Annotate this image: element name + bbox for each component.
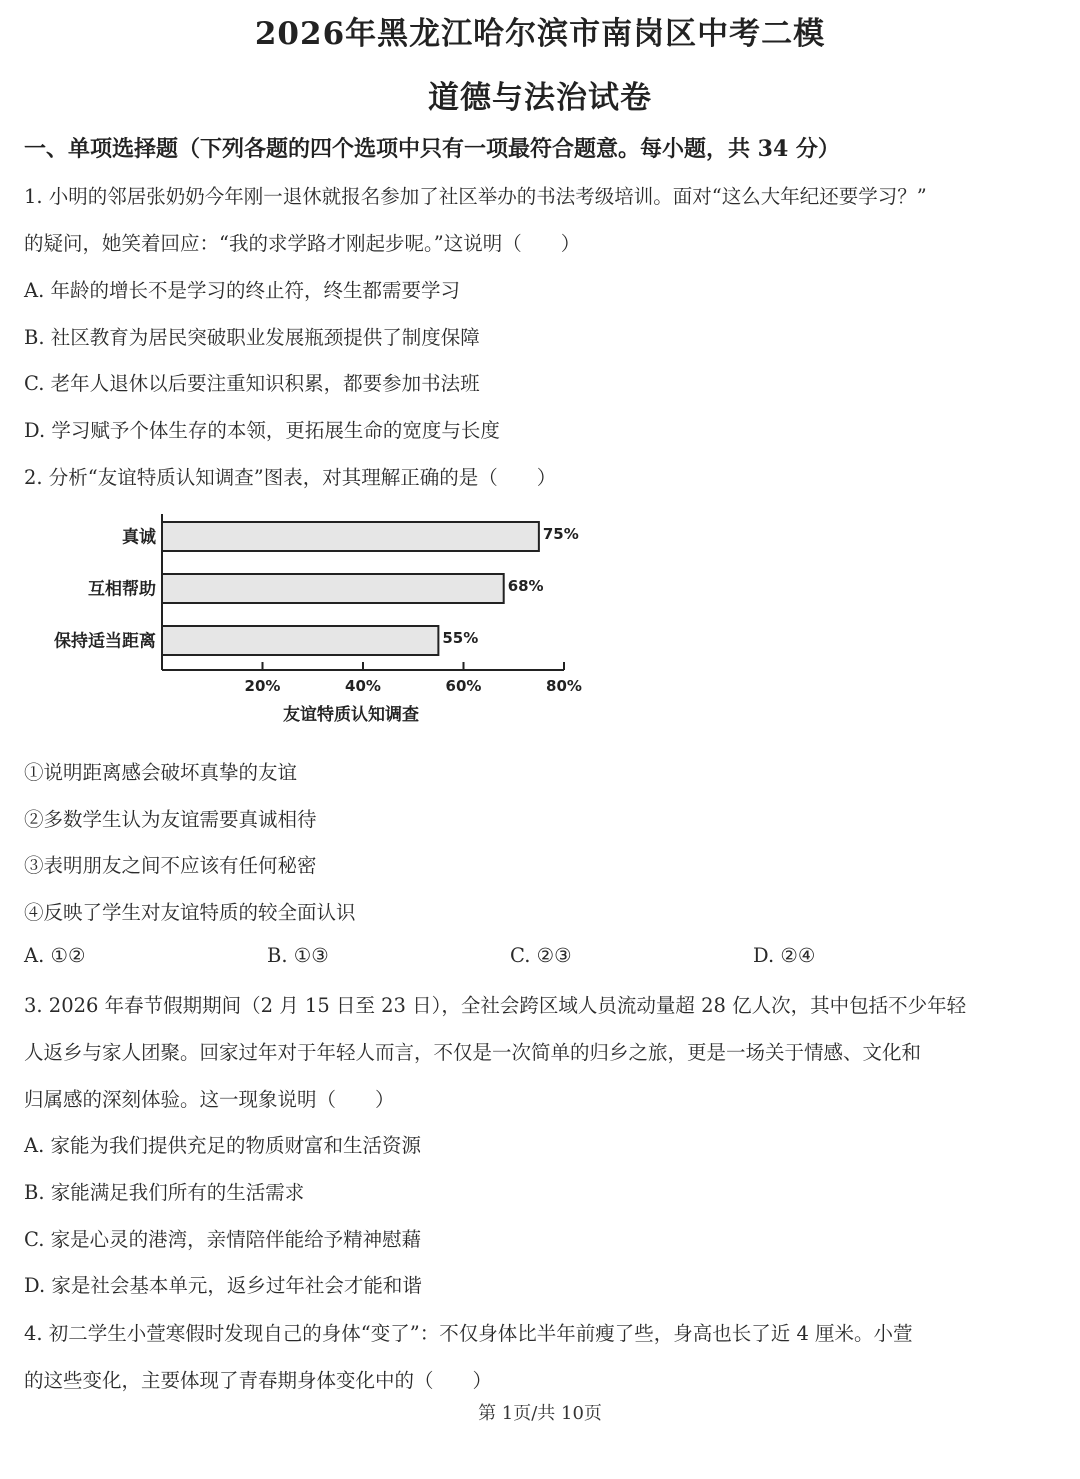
q1-stem-line2: 的疑问，她笑着回应：“我的求学路才刚起步呢。”这说明（ ） [24, 232, 581, 255]
x-tick-label-0: 20% [244, 677, 281, 695]
chart-x-label: 友谊特质认知调查 [283, 705, 419, 725]
q1-stem-line1: 1. 小明的邻居张奶奶今年刚一退休就报名参加了社区举办的书法考级培训。面对“这么大年纪还要学习？” [24, 185, 927, 208]
q1-option-c: C. 老年人退休以后要注重知识积累，都要参加书法班 [24, 372, 480, 395]
q3-stem-line2: 人返乡与家人团聚。回家过年对于年轻人而言，不仅是一次简单的归乡之旅，更是一场关于情感、文化和 [24, 1041, 922, 1064]
q2-statement-1: ①说明距离感会破坏真挚的友谊 [24, 761, 298, 784]
section-heading: 一、单项选择题（下列各题的四个选项中只有一项最符合题意。每小题，共 34 分） [24, 136, 840, 162]
q2-statement-4: ④反映了学生对友谊特质的较全面认识 [24, 901, 356, 924]
x-tick-label-1: 40% [345, 677, 381, 695]
q4-stem-line2: 的这些变化，主要体现了青春期身体变化中的（ ） [24, 1369, 493, 1392]
q2-option-d: D. ②④ [753, 944, 816, 967]
x-tick-label-3: 80% [546, 677, 582, 695]
q1-option-a: A. 年龄的增长不是学习的终止符，终生都需要学习 [24, 279, 460, 302]
category-label-1: 互相帮助 [88, 579, 156, 600]
category-label-2: 保持适当距离 [54, 631, 156, 652]
x-tick-label-2: 60% [445, 677, 482, 695]
bar-2 [162, 626, 438, 655]
value-label-0: 75% [542, 525, 579, 543]
page-footer: 第 1页/共 10页 [478, 1403, 602, 1424]
q1-option-d: D. 学习赋予个体生存的本领，更拓展生命的宽度与长度 [24, 419, 500, 442]
q2-statement-3: ③表明朋友之间不应该有任何秘密 [24, 854, 317, 877]
exam-subtitle: 道德与法治试卷 [428, 80, 652, 116]
q3-option-b: B. 家能满足我们所有的生活需求 [24, 1181, 305, 1204]
q1-option-b: B. 社区教育为居民突破职业发展瓶颈提供了制度保障 [24, 326, 480, 349]
q3-stem-line1: 3. 2026 年春节假期期间（2 月 15 日至 23 日），全社会跨区域人员流动量超 28 亿人次，其中包括不少年轻 [24, 994, 967, 1017]
q2-option-b: B. ①③ [267, 944, 329, 967]
q4-stem-line1: 4. 初二学生小萱寒假时发现自己的身体“变了”：不仅身体比半年前瘦了些，身高也长了近 4 厘米。小萱 [24, 1322, 913, 1345]
q2-statement-2: ②多数学生认为友谊需要真诚相待 [24, 808, 317, 831]
q3-option-d: D. 家是社会基本单元，返乡过年社会才能和谐 [24, 1274, 422, 1297]
q2-stem: 2. 分析“友谊特质认知调查”图表，对其理解正确的是（ ） [24, 466, 557, 489]
bar-0 [162, 522, 539, 551]
category-label-0: 真诚 [122, 527, 156, 548]
exam-title: 2026年黑龙江哈尔滨市南岗区中考二模 [254, 16, 826, 52]
bar-1 [162, 574, 504, 603]
q2-option-c: C. ②③ [510, 944, 572, 967]
friendship-bar-chart [30, 505, 610, 730]
chart-bars [54, 522, 579, 655]
x-axis-ticks [245, 662, 582, 695]
value-label-1: 68% [507, 577, 544, 595]
q3-option-a: A. 家能为我们提供充足的物质财富和生活资源 [24, 1134, 421, 1157]
q3-stem-line3: 归属感的深刻体验。这一现象说明（ ） [24, 1088, 395, 1111]
q2-option-a: A. ①② [24, 944, 86, 967]
q3-option-c: C. 家是心灵的港湾，亲情陪伴能给予精神慰藉 [24, 1228, 422, 1251]
value-label-2: 55% [442, 629, 479, 647]
